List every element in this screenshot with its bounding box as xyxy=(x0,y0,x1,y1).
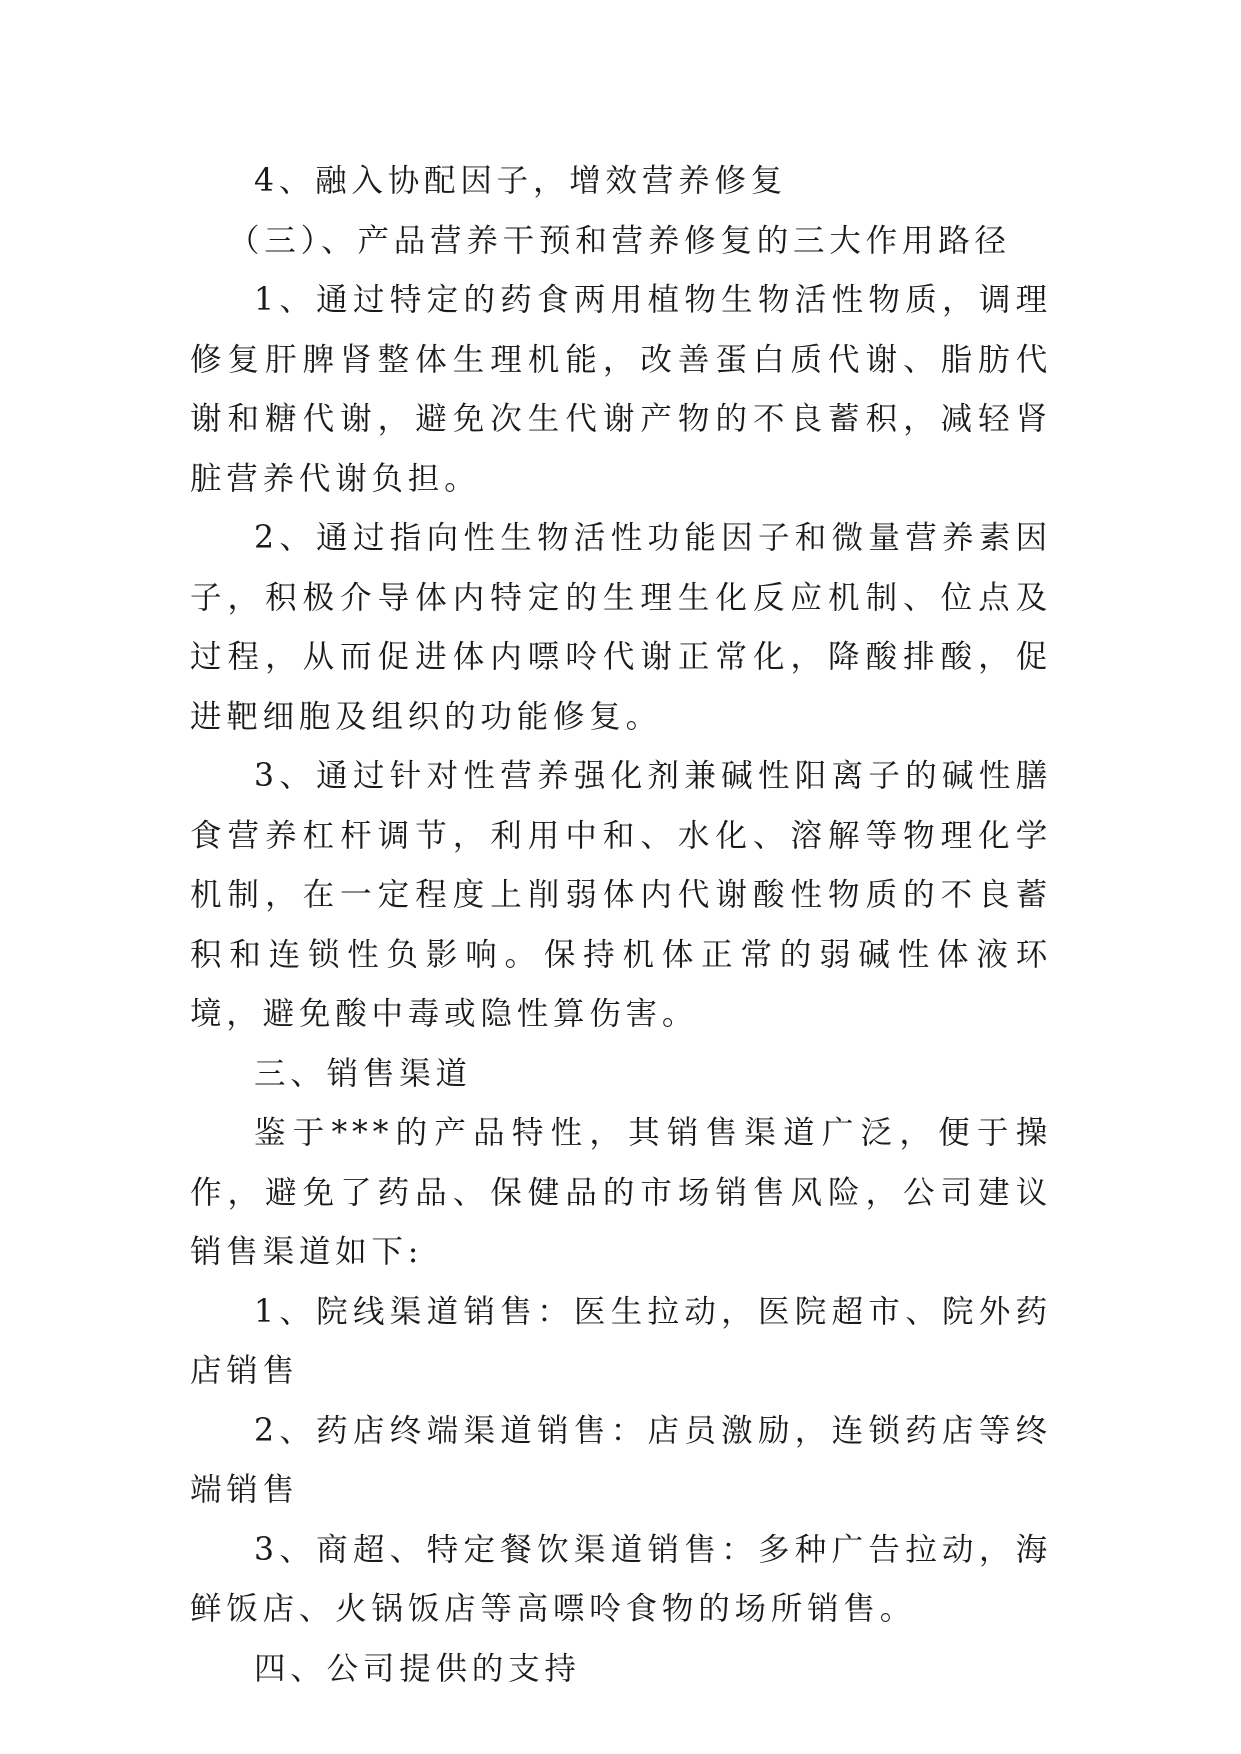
paragraph-pathway-2: 2、通过指向性生物活性功能因子和微量营养素因子，积极介导体内特定的生理生化反应机制、位点及过程，从而促进体内嘌呤代谢正常化，降酸排酸，促进靶细胞及组织的功能修复。 xyxy=(190,520,1052,735)
section-heading-pathways: （三）、产品营养干预和营养修复的三大作用路径 xyxy=(228,222,1011,259)
paragraph-pathway-1: 1、通过特定的药食两用植物生物活性物质，调理修复肝脾肾整体生理机能，改善蛋白质代谢、脂肪代谢和糖代谢，避免次生代谢产物的不良蓄积，减轻肾脏营养代谢负担。 xyxy=(190,282,1052,497)
paragraph-channel-1: 1、院线渠道销售：医生拉动，医院超市、院外药店销售 xyxy=(190,1293,1052,1389)
section-heading-company-support: 四、公司提供的支持 xyxy=(254,1650,581,1687)
section-heading-factor: 4、融入协配因子，增效营养修复 xyxy=(254,163,788,199)
document-body xyxy=(190,152,1052,1699)
paragraph-sales-intro: 鉴于***的产品特性，其销售渠道广泛，便于操作，避免了药品、保健品的市场销售风险，公司建议销售渠道如下: xyxy=(190,1115,1052,1270)
paragraph-channel-3: 3、商超、特定餐饮渠道销售：多种广告拉动，海鲜饭店、火锅饭店等高嘌呤食物的场所销售。 xyxy=(190,1531,1052,1627)
paragraph-channel-2: 2、药店终端渠道销售：店员激励，连锁药店等终端销售 xyxy=(190,1412,1052,1508)
paragraph-pathway-3: 3、通过针对性营养强化剂兼碱性阳离子的碱性膳食营养杠杆调节，利用中和、水化、溶解等物理化学机制，在一定程度上削弱体内代谢酸性物质的不良蓄积和连锁性负影响。保持机体正常的弱碱性体液环境，避免酸中毒或隐性算伤害。 xyxy=(190,758,1052,1032)
section-heading-sales-channels: 三、销售渠道 xyxy=(254,1055,472,1092)
